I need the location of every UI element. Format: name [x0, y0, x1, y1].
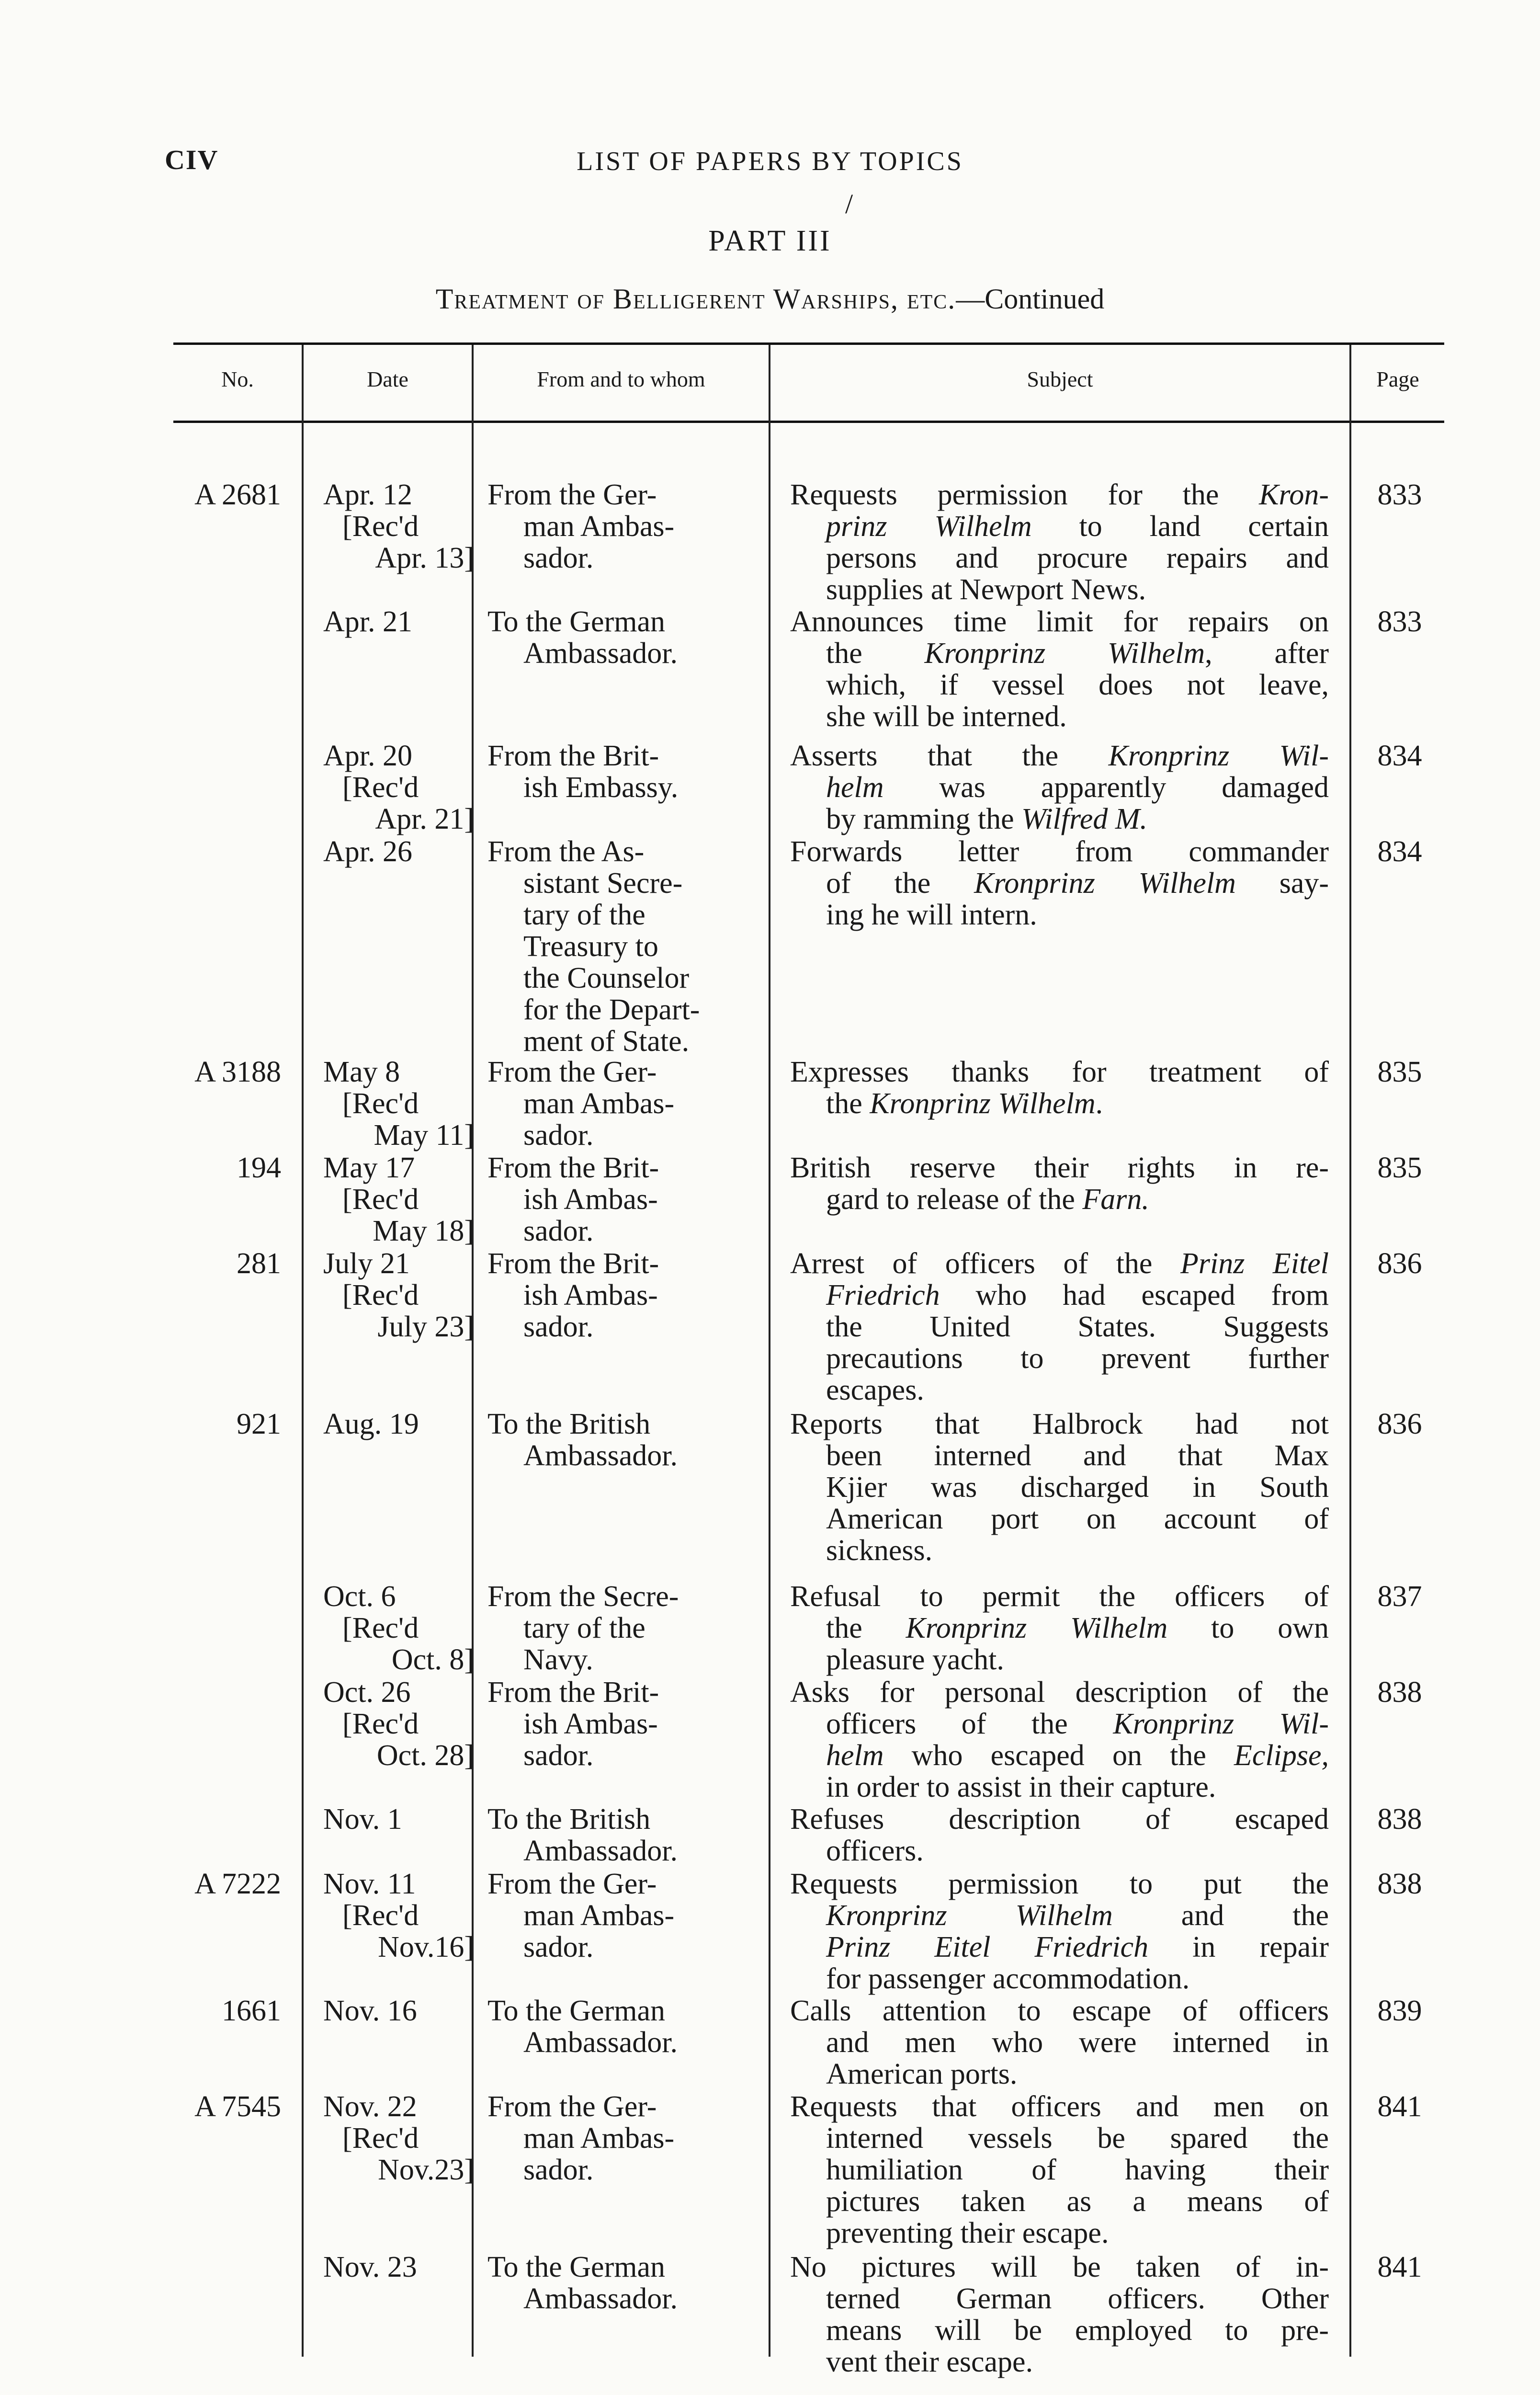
cell-number: 281 — [237, 1247, 281, 1280]
subject-line: the Kronprinz Wilhelm to own — [826, 1612, 1329, 1644]
subject-line: pictures taken as a means of — [826, 2185, 1329, 2218]
date-line: May 11] — [374, 1119, 474, 1152]
cell-page: 841 — [1377, 2090, 1422, 2123]
subject-line: prinz Wilhelm to land certain — [826, 510, 1329, 543]
cell-page: 833 — [1377, 479, 1422, 511]
cell-number: A 7222 — [194, 1868, 281, 1900]
from-line: From the Brit- — [487, 1152, 659, 1184]
cell-page: 835 — [1377, 1056, 1422, 1088]
from-line: From the Brit- — [487, 1247, 659, 1280]
from-line: Ambassador. — [523, 2282, 678, 2315]
from-line: To the German — [487, 2251, 665, 2283]
column-header-subject: Subject — [1027, 367, 1093, 391]
from-line: man Ambas- — [523, 510, 675, 543]
date-line: Nov. 16 — [323, 1995, 417, 2027]
date-line: [Rec'd — [342, 1183, 419, 1216]
cell-date — [323, 1152, 474, 1247]
from-line: ish Ambas- — [523, 1279, 658, 1312]
cell-from-to — [487, 1803, 746, 1867]
cell-date — [323, 1803, 474, 1835]
subject-line: terned German officers. Other — [826, 2282, 1329, 2315]
cell-subject — [790, 1248, 1329, 1406]
from-line: To the British — [487, 1408, 651, 1440]
date-line: [Rec'd — [342, 771, 419, 804]
cell-from-to — [487, 2091, 746, 2186]
date-line: Oct. 8] — [391, 1643, 474, 1676]
from-line: for the Depart- — [523, 993, 700, 1026]
cell-page: 835 — [1377, 1152, 1422, 1184]
cell-page: 833 — [1377, 605, 1422, 638]
date-line: [Rec'd — [342, 1708, 419, 1740]
cell-page: 834 — [1377, 740, 1422, 772]
from-line: ish Ambas- — [523, 1708, 658, 1740]
cell-from-to — [487, 1676, 746, 1771]
cell-date — [323, 1056, 474, 1151]
from-line: ish Ambas- — [523, 1183, 658, 1216]
from-line: sador. — [523, 1215, 594, 1247]
date-line: [Rec'd — [342, 2122, 419, 2155]
cell-number: 194 — [237, 1152, 281, 1184]
subject-line: of the Kronprinz Wilhelm say- — [826, 867, 1329, 900]
cell-from-to — [487, 740, 746, 803]
column-header-from: From and to whom — [537, 367, 705, 391]
subject-line: sickness. — [826, 1534, 933, 1567]
from-line: From the Brit- — [487, 1676, 659, 1709]
date-line: Apr. 21 — [323, 605, 412, 638]
cell-subject — [790, 606, 1329, 732]
cell-date — [323, 836, 474, 867]
subject-line: persons and procure repairs and — [826, 542, 1329, 574]
date-line: [Rec'd — [342, 1087, 419, 1120]
subject-line: for passenger accommodation. — [826, 1962, 1190, 1995]
cell-subject — [790, 479, 1329, 605]
subject-line: Forwards letter from commander — [790, 835, 1329, 868]
cell-subject — [790, 1056, 1329, 1119]
date-line: [Rec'd — [342, 1899, 419, 1932]
from-line: Navy. — [523, 1643, 593, 1676]
section-title-main: Treatment of Belligerent Warships, etc. — [435, 283, 956, 315]
cell-from-to — [487, 479, 746, 574]
from-line: From the Brit- — [487, 740, 659, 772]
date-line: Apr. 13] — [375, 542, 474, 574]
subject-line: Reports that Halbrock had not — [790, 1408, 1329, 1440]
from-line: From the Ger- — [487, 2090, 657, 2123]
date-line: Nov. 22 — [323, 2090, 417, 2123]
cell-page: 838 — [1377, 1676, 1422, 1709]
cell-subject — [790, 1995, 1329, 2090]
from-line: From the Ger- — [487, 1056, 657, 1088]
subject-line: the Kronprinz Wilhelm. — [826, 1087, 1103, 1120]
stray-mark: / — [845, 188, 853, 219]
from-line: sador. — [523, 1931, 594, 1963]
date-line: Nov. 11 — [323, 1868, 416, 1900]
cell-subject — [790, 1408, 1329, 1566]
cell-date — [323, 1868, 474, 1963]
from-line: To the German — [487, 605, 665, 638]
subject-line: Requests permission for the Kron- — [790, 479, 1329, 511]
subject-line: Asserts that the Kronprinz Wil- — [790, 740, 1329, 772]
date-line: Aug. 19 — [323, 1408, 419, 1440]
date-line: May 18] — [373, 1215, 474, 1247]
from-line: From the Ger- — [487, 479, 657, 511]
running-title: LIST OF PAPERS BY TOPICS — [577, 147, 963, 176]
subject-line: the Kronprinz Wilhelm, after — [826, 637, 1329, 670]
date-line: July 21 — [323, 1247, 410, 1280]
from-line: Ambassador. — [523, 1835, 678, 1867]
from-line: From the As- — [487, 835, 645, 868]
subject-line: interned vessels be spared the — [826, 2122, 1329, 2155]
from-line: the Counselor — [523, 962, 690, 994]
from-line: man Ambas- — [523, 1899, 675, 1932]
date-line: Nov. 1 — [323, 1803, 402, 1836]
subject-line: supplies at Newport News. — [826, 573, 1146, 606]
subject-line: Refuses description of escaped — [790, 1803, 1329, 1836]
cell-subject — [790, 1581, 1329, 1676]
subject-line: Refusal to permit the officers of — [790, 1580, 1329, 1613]
from-line: Ambassador. — [523, 2026, 678, 2059]
column-divider — [302, 345, 304, 2357]
from-line: sador. — [523, 1739, 594, 1772]
cell-from-to — [487, 1408, 746, 1471]
cell-date — [323, 2091, 474, 2186]
from-line: man Ambas- — [523, 2122, 675, 2155]
subject-line: officers. — [826, 1835, 924, 1867]
from-line: Ambassador. — [523, 1439, 678, 1472]
from-line: man Ambas- — [523, 1087, 675, 1120]
cell-number: 921 — [237, 1408, 281, 1440]
subject-line: helm who escaped on the Eclipse, — [826, 1739, 1329, 1772]
cell-date — [323, 740, 474, 835]
header-bottom-rule — [173, 421, 1444, 423]
from-line: ish Embassy. — [523, 771, 679, 804]
cell-page: 838 — [1377, 1868, 1422, 1900]
cell-date — [323, 606, 474, 638]
from-line: sistant Secre- — [523, 867, 683, 900]
from-line: To the German — [487, 1995, 665, 2027]
from-line: To the British — [487, 1803, 651, 1836]
subject-line: humiliation of having their — [826, 2154, 1329, 2186]
date-line: Oct. 28] — [376, 1739, 474, 1772]
subject-line: Kjier was discharged in South — [826, 1471, 1329, 1504]
date-line: Nov. 23 — [323, 2251, 417, 2283]
from-line: Ambassador. — [523, 637, 678, 670]
page-number: CIV — [165, 144, 219, 175]
column-divider — [1349, 345, 1351, 2357]
subject-line: Friedrich who had escaped from — [826, 1279, 1329, 1312]
column-header-no: No. — [221, 367, 254, 391]
cell-date — [323, 1995, 474, 2027]
subject-line: been interned and that Max — [826, 1439, 1329, 1472]
cell-page: 836 — [1377, 1408, 1422, 1440]
column-divider — [769, 345, 770, 2357]
cell-from-to — [487, 1248, 746, 1343]
subject-line: Asks for personal description of the — [790, 1676, 1329, 1709]
cell-page: 841 — [1377, 2251, 1422, 2283]
subject-line: by ramming the Wilfred M. — [826, 803, 1147, 835]
subject-line: British reserve their rights in re- — [790, 1152, 1329, 1184]
section-title — [0, 283, 1540, 316]
cell-subject — [790, 1803, 1329, 1867]
from-line: sador. — [523, 542, 594, 574]
subject-line: ing he will intern. — [826, 899, 1037, 931]
from-line: tary of the — [523, 1612, 645, 1644]
cell-date — [323, 2251, 474, 2283]
subject-line: Prinz Eitel Friedrich in repair — [826, 1931, 1329, 1963]
subject-line: Calls attention to escape of officers — [790, 1995, 1329, 2027]
column-header-page: Page — [1376, 367, 1419, 391]
date-line: [Rec'd — [342, 510, 419, 543]
subject-line: vent their escape. — [826, 2346, 1033, 2378]
cell-subject — [790, 2091, 1329, 2249]
subject-line: American ports. — [826, 2058, 1018, 2090]
subject-line: No pictures will be taken of in- — [790, 2251, 1329, 2283]
cell-from-to — [487, 2251, 746, 2315]
subject-line: in order to assist in their capture. — [826, 1771, 1216, 1803]
subject-line: precautions to prevent further — [826, 1342, 1329, 1375]
cell-date — [323, 1248, 474, 1343]
cell-page: 836 — [1377, 1247, 1422, 1280]
subject-line: Requests that officers and men on — [790, 2090, 1329, 2123]
cell-from-to — [487, 1995, 746, 2058]
from-line: From the Secre- — [487, 1580, 679, 1613]
subject-line: the United States. Suggests — [826, 1311, 1329, 1343]
date-line: Oct. 26 — [323, 1676, 411, 1709]
date-line: [Rec'd — [342, 1279, 419, 1312]
section-title-continued: —Continued — [956, 283, 1105, 315]
subject-line: and men who were interned in — [826, 2026, 1329, 2059]
subject-line: helm was apparently damaged — [826, 771, 1329, 804]
column-header-date: Date — [367, 367, 408, 391]
cell-page: 838 — [1377, 1803, 1422, 1836]
cell-subject — [790, 1676, 1329, 1803]
subject-line: preventing their escape. — [826, 2217, 1109, 2249]
subject-line: American port on account of — [826, 1503, 1329, 1535]
from-line: sador. — [523, 2154, 594, 2186]
cell-from-to — [487, 1152, 746, 1247]
subject-line: she will be interned. — [826, 700, 1067, 733]
date-line: Apr. 26 — [323, 835, 412, 868]
cell-subject — [790, 1152, 1329, 1215]
date-line: Nov.23] — [378, 2154, 474, 2186]
cell-date — [323, 1581, 474, 1676]
cell-from-to — [487, 1056, 746, 1151]
date-line: Apr. 21] — [375, 803, 474, 835]
cell-date — [323, 479, 474, 574]
cell-number: A 3188 — [194, 1056, 281, 1088]
cell-from-to — [487, 606, 746, 669]
cell-subject — [790, 2251, 1329, 2378]
date-line: Apr. 20 — [323, 740, 412, 772]
subject-line: Kronprinz Wilhelm and the — [826, 1899, 1329, 1932]
cell-from-to — [487, 1581, 746, 1676]
cell-from-to — [487, 1868, 746, 1963]
subject-line: means will be employed to pre- — [826, 2314, 1329, 2347]
cell-page: 839 — [1377, 1995, 1422, 2027]
subject-line: which, if vessel does not leave, — [826, 669, 1329, 701]
date-line: [Rec'd — [342, 1612, 419, 1644]
from-line: From the Ger- — [487, 1868, 657, 1900]
date-line: May 8 — [323, 1056, 400, 1088]
cell-number: A 2681 — [194, 479, 281, 511]
date-line: Oct. 6 — [323, 1580, 396, 1613]
date-line: May 17 — [323, 1152, 415, 1184]
subject-line: escapes. — [826, 1374, 924, 1406]
subject-line: Announces time limit for repairs on — [790, 605, 1329, 638]
date-line: July 23] — [377, 1311, 474, 1343]
cell-page: 837 — [1377, 1580, 1422, 1613]
subject-line: Expresses thanks for treatment of — [790, 1056, 1329, 1088]
subject-line: Requests permission to put the — [790, 1868, 1329, 1900]
from-line: ment of State. — [523, 1025, 690, 1058]
cell-date — [323, 1408, 474, 1440]
subject-line: gard to release of the Farn. — [826, 1183, 1149, 1216]
cell-number: A 7545 — [194, 2090, 281, 2123]
date-line: Apr. 12 — [323, 479, 412, 511]
subject-line: Arrest of officers of the Prinz Eitel — [790, 1247, 1329, 1280]
subject-line: pleasure yacht. — [826, 1643, 1004, 1676]
date-line: Nov.16] — [378, 1931, 474, 1963]
cell-from-to — [487, 836, 746, 1057]
cell-subject — [790, 740, 1329, 835]
table-top-rule — [173, 342, 1444, 345]
cell-date — [323, 1676, 474, 1771]
cell-number: 1661 — [222, 1995, 281, 2027]
from-line: sador. — [523, 1311, 594, 1343]
from-line: Treasury to — [523, 930, 658, 963]
from-line: sador. — [523, 1119, 594, 1152]
cell-subject — [790, 1868, 1329, 1995]
subject-line: officers of the Kronprinz Wil- — [826, 1708, 1329, 1740]
cell-subject — [790, 836, 1329, 931]
column-divider — [472, 345, 474, 2357]
from-line: tary of the — [523, 899, 645, 931]
part-title: PART III — [708, 225, 832, 257]
cell-page: 834 — [1377, 835, 1422, 868]
